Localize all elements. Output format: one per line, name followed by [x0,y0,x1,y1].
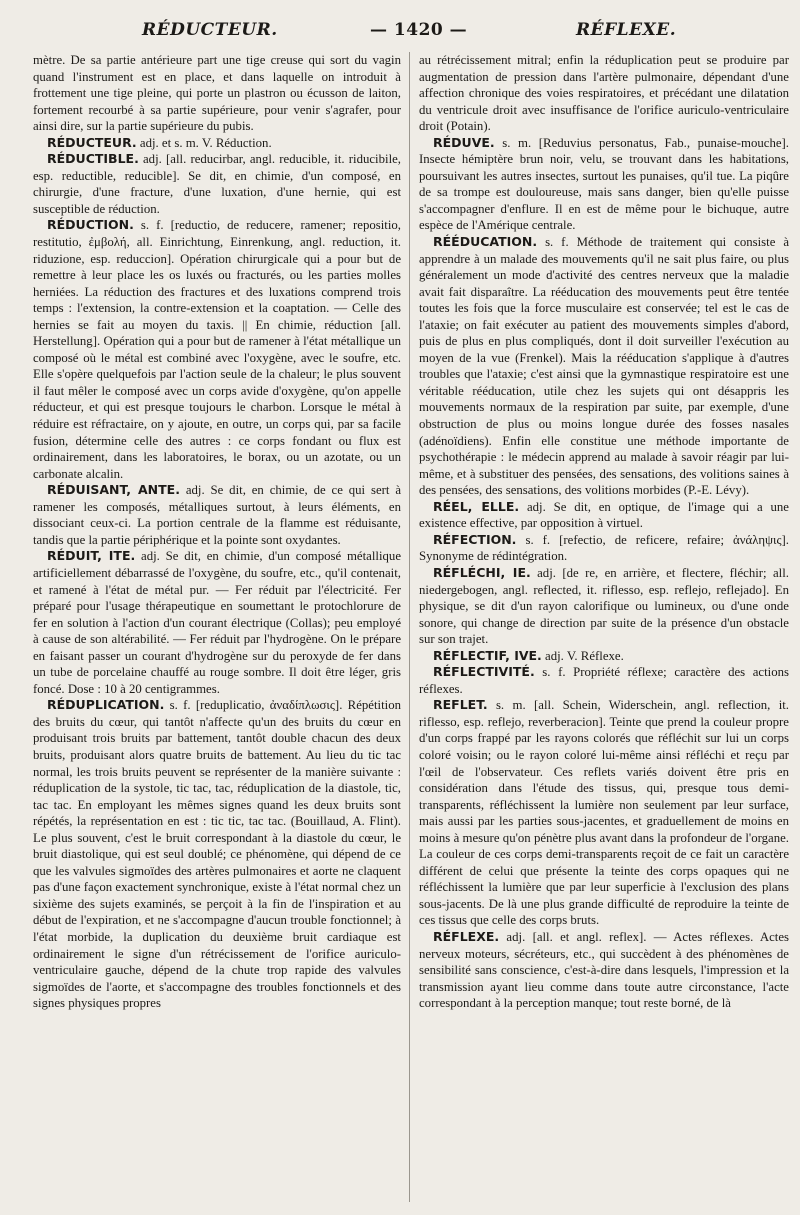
entry-definition: s. f. Méthode de traitement qui consiste à apprendre à un malade des mouvements qu'il ne sait plus faire, ou plus généralement un mode d'activité des centres nerveux que la maladie avait fait disparaître. La rééducation des mouvements peut être tentée toutes les fois que la force musculaire est conservée; tel est le cas de l'ataxie; on fait exécuter au patient des mouvements simples d'abord, puis de plus en plus compliqués, dont il doit surveiller l'exécution au moyen de la vue (Frenkel). Mais la rééducation s'applique à d'autres troubles que l'ataxie; c'est ainsi que la gymnastique respiratoire est une véritable rééducation, utile chez les sujets qui ont désappris les mouvements normaux de la respiration par suite, par exemple, d'une obstruction de plus ou moins longue durée des fosses nasales (adénoïdiens). Enfin elle constitue une méthode importante de psychothérapie : le médecin apprend au malade à savoir réagir par lui-même, et à substituer des pensées, des sensations, des volitions saines à des pensées, des sensations, des volitions morbides (P.-E. Lévy). [419,235,789,498]
entry-headword: RÉDUCTION. [47,217,134,233]
entry-definition: s. m. [Reduvius personatus, Fab., punaise-mouche]. Insecte hémiptère brun noir, velu, se trouvant dans les habitations, poursuivant les autres insectes, surtout les punaises, qu'il tue. La piqûre de sa trompe est douloureuse, mais sans danger, bien qu'elle puisse s'accompagner d'enflure. Il en est de même pour le bichuque, autre espèce de l'Amérique centrale. [419,135,789,233]
header-right-term: RÉFLEXE. [576,20,677,40]
entry-definition: adj. Se dit, en optique, de l'image qui a une existence effective, par opposition à virtuel. [419,499,789,531]
entry-headword: RÉDUCTIBLE. [47,151,139,167]
entry-headword: RÉDUCTEUR. [47,134,137,150]
dictionary-entry [33,482,401,548]
entry-definition: au rétrécissement mitral; enfin la réduplication peut se produire par augmentation de pression dans l'artère pulmonaire, dépendant d'une affection chronique des voies respiratoires, et précédant une dilatation du ventricule droit avec insuffisance de l'orifice auriculo-ventriculaire droit (Potain). [419,53,789,134]
entry-definition: s. f. [reductio, de reducere, ramener; repositio, restitutio, ἐμβολή, all. Einrichtung, Einrenkung, angl. reduction, it. riduzione, esp. reduccion]. Opération chirurgicale qui a pour but de remettre à leur place les os luxés ou fracturés, ou les parties molles herniées. La réduction des fractures et des luxations comprend trois temps : l'extension, la contre-extension et la coaptation. — Celle des hernies se fait au moyen du taxis. || En chimie, réduction [all. Herstellung]. Opération qui a pour but de ramener à l'état métallique un composé où le métal est combiné avec l'oxygène, avec le soufre, etc. Elle s'opère quelquefois par l'action seule de la chaleur; le plus souvent il faut mêler le composé avec un corps avide d'oxygène, qu'on appelle réducteur, et qui est presque toujours le charbon. Lorsque le métal à réduire est réfractaire, on y ajoute, en outre, un corps qui, par sa facile fusion, détermine celle des autres : ce corps fondant ou flux est ordinairement, dans les laboratoires, le borax, ou un azotate, ou un carbonate alcalin. [33,218,401,481]
entry-headword: RÉEL, ELLE. [433,498,520,514]
entry-headword: RÉDUPLICATION. [47,697,165,713]
entry-definition: adj. V. Réflexe. [541,648,624,663]
entry-headword: RÉFLECTIVITÉ. [433,664,535,680]
entry-definition: adj. et s. m. V. Réduction. [136,135,272,150]
header-left-term: RÉDUCTEUR. [142,20,278,40]
dictionary-entry [419,929,789,1012]
dictionary-entry [419,532,789,565]
entry-definition: adj. [all. reducirbar, angl. reducible, it. riducibile, esp. reductible, reducible]. Se dit, en chimie, d'un composé, en chirurgie, d'une fracture, d'une luxation, d'une hernie, qui est susceptible de réduction. [33,152,401,216]
page-number: — 1420 — [370,20,468,40]
entry-definition: s. f. [reduplicatio, ἀναδίπλωσις]. Répétition des bruits du cœur, qui tantôt n'affecte qu'un des bruits du cœur en produisant trois bruits par battement, tantôt double chacun des deux bruits, produisant alors quatre bruits de battement. Au lieu du tic tac normal, les trois bruits peuvent se représenter de la manière suivante : réduplication de la systole, tic tac, tac, réduplication de la diastole, tic, tac tac. En employant les mêmes signes quand les deux bruits sont répétés, la représentation en est : tic tic, tac tac. (Bouillaud, A. Flint). Le plus souvent, c'est le bruit correspondant à la diastole du cœur, le bruit diastolique, qui est seul doublé; ce phénomène, qui dépend de ce que les valvules sigmoïdes des artères pulmonaires et aorte ne claquent pas d'une façon exactement synchronique, existe à l'état normal chez un sixième des sujets examinés, se perçoit à la fin de l'inspiration et au début de l'expiration, et ne s'accompagne d'aucun trouble fonctionnel; à l'état morbide, la duplication du deuxième bruit cardiaque est ordinairement le signe d'un rétrécissement de l'orifice auriculo-ventriculaire gauche, dépend de la chute trop rapide des valvules sigmoïdes de l'aorte, et s'accompagne des troubles fonctionnels et des signes physiques propres [33,698,401,1011]
entry-definition: adj. Se dit, en chimie, de ce qui sert à ramener les composés, métalliques surtout, à leurs éléments, en dissociant ceux-ci. La portion centrale de la flamme est réduisante, tandis que la partie périphérique et la pointe sont oxydantes. [33,483,401,547]
page-header [0,16,800,46]
left-column [33,52,401,1207]
entry-headword: RÉFECTION. [433,531,517,547]
entry-definition: s. f. Propriété réflexe; caractère des actions réflexes. [419,665,789,696]
dictionary-entry [419,234,789,499]
dictionary-entry [419,697,789,929]
dictionary-entry [419,499,789,532]
entry-definition: mètre. De sa partie antérieure part une tige creuse qui sort du vagin quand l'instrument est en place, et dans laquelle on introduit à frottement une tige pleine, qui porte un plastron ou écusson de laiton, fortement recourbé à sa partie supérieure, pour venir s'agrafer, pour ainsi dire, sur la partie supérieure du pubis. [33,53,401,134]
entry-definition: adj. [de re, en arrière, et flectere, fléchir; all. niedergebogen, angl. reflected, it. riflesso, esp. reflejo, reflejado]. En physique, se dit d'un rayon calorifique ou lumineux, ou d'une onde sonore, qui change de direction par suite de la présence d'un obstacle sur son trajet. [419,565,789,647]
dictionary-entry [419,565,789,648]
entry-definition: adj. Se dit, en chimie, d'un composé métallique artificiellement débarrassé de l'oxygène, du soufre, etc., qu'il contenait, et ramené à l'état de métal pur. — Fer réduit par l'électricité. Fer préparé pour l'usage thérapeutique en soumettant le protochlorure de fer en solution à l'action d'un courant électrique (Collas); peu employé à cause de son altérabilité. — Fer réduit par l'hydrogène. On le prépare en faisant passer un courant d'hydrogène sur du peroxyde de fer dans un tube de porcelaine chauffé au rouge sombre. Il doit être léger, gris foncé. Dose : 10 à 20 centigrammes. [33,549,401,696]
entry-definition: s. f. [refectio, de reficere, refaire; ἀνάληψις]. Synonyme de rédintégration. [419,532,789,564]
dictionary-entry [33,151,401,217]
entry-headword: RÉFLECTIF, IVE. [433,647,542,663]
dictionary-entry [419,52,789,135]
entry-definition: s. m. [all. Schein, Widerschein, angl. reflection, it. riflesso, esp. reflejo, reverberacion]. Teinte que prend la couleur propre d'un corps frappé par les rayons colorés que réfléchit sur lui un corps coloré voisin; ou le rayon coloré lui-même ainsi réfléchi et reçu par l'œil de l'observateur. Ces reflets variés doivent être pris en considération dans l'étude des tissus, qui, presque tous demi-transparents, réfléchissent la lumière non seulement par leur surface, mais aussi par les parties sous-jacentes, et graduellement de moins en moins à mesure qu'on pénètre plus avant dans la profondeur de l'organe. La couleur de ces corps demi-transparents reçoit de ce fait un caractère différent de celui que présente la teinte des corps opaques qui ne réfléchissent la lumière que par leur superficie à l'exclusion des plans sous-jacents. De là une plus grande difficulté de reproduire la teinte de ces tissus que celle des corps bruts. [419,698,789,928]
entry-headword: RÉÉDUCATION. [433,234,538,250]
entry-headword: RÉDUISANT, ANTE. [47,482,180,498]
entry-headword: RÉDUVE. [433,134,495,150]
dictionary-entry [33,52,401,135]
dictionary-entry [419,135,789,234]
entry-headword: REFLET. [433,697,488,713]
dictionary-entry [419,664,789,697]
dictionary-entry [33,697,401,1011]
dictionary-entry [33,135,401,152]
entry-definition: adj. [all. et angl. reflex]. — Actes réflexes. Actes nerveux moteurs, sécréteurs, etc., qui succèdent à des phénomènes de sensibilité sans conscience, c'est-à-dire dans lesquels, l'impression et la transmission ayant lieu comme dans toute autre circonstance, l'acte correspondant à la perception manque; tout reste borné, de là [419,929,789,1011]
column-divider [409,52,410,1202]
right-column [419,52,789,1207]
entry-headword: RÉFLEXE. [433,928,500,944]
dictionary-entry [33,548,401,697]
entry-headword: RÉDUIT, ITE. [47,548,136,564]
entry-headword: RÉFLÉCHI, IE. [433,564,531,580]
dictionary-entry [419,648,789,665]
dictionary-entry [33,217,401,482]
